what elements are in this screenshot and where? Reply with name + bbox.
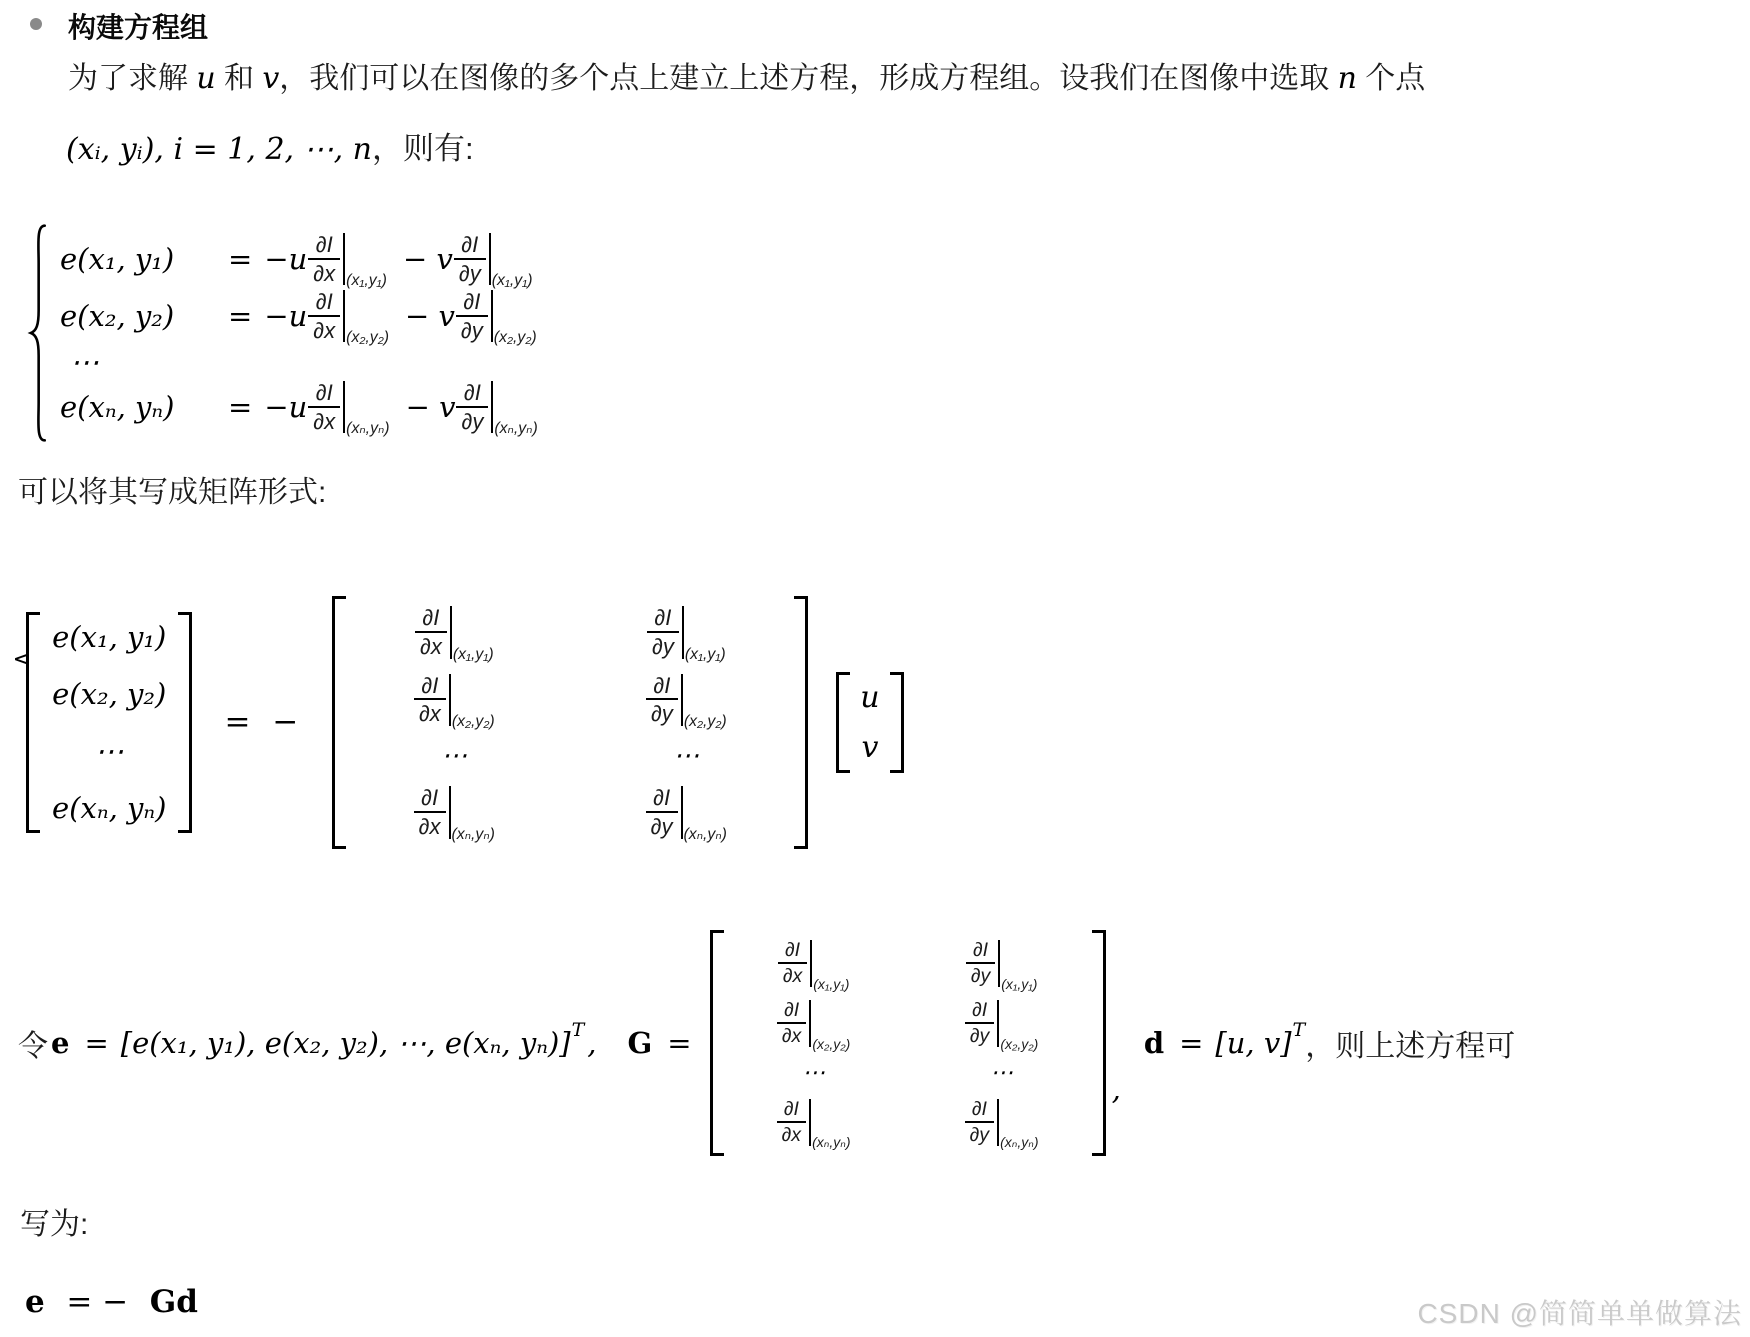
matrix-cell — [360, 672, 548, 730]
fraction-denominator: ∂x — [777, 1022, 806, 1047]
Gd-symbol: Gd — [149, 1284, 198, 1320]
matrix-cell — [738, 938, 890, 992]
e-vector-definition: [e(x₁, y₁), e(x₂, y₂), ⋯, e(xₙ, yₙ)] — [120, 1026, 571, 1060]
partial-derivative-term — [415, 605, 494, 663]
cursor-artifact: < — [13, 648, 29, 670]
partial-derivative-term — [777, 998, 851, 1053]
partial-derivative-term — [965, 998, 1039, 1053]
partial-derivative-term — [778, 938, 850, 992]
matrix-row-dots — [738, 1060, 1078, 1086]
e-symbol: e — [51, 1026, 70, 1060]
section-heading: 构建方程组 — [68, 12, 209, 43]
text-run: 个点 — [1356, 62, 1426, 95]
fraction-numerator: ∂I — [973, 938, 989, 961]
equation-lhs: e(xₙ, yₙ) — [60, 390, 175, 424]
evaluation-point: (x₁,y₁) — [813, 975, 850, 992]
bullet-icon — [30, 18, 42, 30]
equation-lhs: e(x₁, y₁) — [60, 242, 175, 276]
evaluation-point: (x₁,y₁) — [1001, 975, 1038, 992]
evaluated-at-bar — [343, 233, 345, 286]
fraction-numerator: ∂I — [421, 672, 439, 698]
fraction-numerator: ∂I — [315, 231, 333, 257]
evaluation-point: (xₙ,yₙ) — [494, 420, 538, 438]
fraction — [308, 290, 340, 343]
evaluation-point: (xₙ,yₙ) — [451, 825, 495, 843]
comma: , — [587, 1026, 597, 1060]
evaluation-point: (x₁,y₁) — [346, 272, 387, 290]
matrix-cell — [926, 998, 1078, 1053]
evaluated-at-bar — [997, 1099, 999, 1146]
fraction-denominator: ∂y — [646, 811, 678, 839]
matrix-equation — [26, 596, 904, 849]
matrix-row — [360, 672, 780, 730]
text-run: 为了求解 — [68, 62, 197, 95]
partial-derivative-term — [966, 938, 1038, 992]
partial-derivative-term — [646, 672, 727, 730]
fraction-numerator: ∂I — [422, 605, 440, 630]
d-vector-definition: [u, v] — [1215, 1026, 1292, 1060]
uv-vector — [836, 672, 903, 773]
equals-sign: = — [228, 242, 253, 276]
system-row — [60, 231, 538, 288]
partial-derivative-term — [308, 231, 387, 290]
gradient-matrix-2 — [710, 930, 1106, 1156]
matrix-cell — [360, 785, 548, 843]
evaluated-at-bar — [449, 786, 451, 839]
then-text: ，则上述方程可 — [1305, 1030, 1516, 1063]
equals-minus-sign: = − — [66, 1284, 129, 1320]
evaluation-point: (xₙ,yₙ) — [346, 420, 390, 438]
right-bracket — [1092, 930, 1106, 1156]
vector-entry: ⋯ — [94, 733, 124, 768]
math-run: u — [196, 61, 216, 96]
matrix-row — [360, 605, 780, 663]
left-bracket — [836, 672, 850, 773]
evaluated-at-bar — [343, 290, 345, 343]
fraction — [778, 940, 807, 987]
final-equation — [22, 1284, 201, 1320]
evaluated-at-bar — [449, 674, 451, 727]
fraction-denominator: ∂y — [966, 962, 995, 987]
neg-v-coefficient: − v — [405, 299, 455, 333]
partial-derivative-term — [414, 672, 495, 730]
evaluation-point: (x₂,y₂) — [451, 713, 495, 730]
G-symbol: G — [627, 1026, 653, 1060]
fraction — [777, 1099, 806, 1146]
evaluated-at-bar — [450, 606, 452, 659]
partial-derivative-term — [308, 288, 390, 347]
math-run: (xᵢ, yᵢ), i = 1, 2, ⋯, n — [66, 132, 373, 167]
evaluated-at-bar — [343, 381, 345, 434]
fraction-denominator: ∂y — [456, 315, 488, 343]
fraction-denominator: ∂y — [454, 258, 486, 286]
gradient-matrix-1 — [332, 596, 808, 849]
fraction-numerator: ∂I — [463, 288, 481, 314]
matrix-cell — [926, 938, 1078, 992]
evaluation-point: (xₙ,yₙ) — [683, 825, 727, 843]
neg-u-coefficient: −u — [264, 390, 308, 424]
evaluation-point: (x₂,y₂) — [1000, 1036, 1039, 1053]
evaluated-at-bar — [491, 290, 493, 343]
fraction — [414, 786, 446, 839]
evaluation-point: (x₁,y₁) — [491, 272, 533, 290]
fraction — [454, 233, 486, 286]
matrix-row-dots — [360, 741, 780, 771]
fraction-denominator: ∂x — [777, 1121, 806, 1146]
evaluated-at-bar — [489, 233, 491, 286]
comma: , — [1111, 1072, 1121, 1106]
matrix-row — [738, 998, 1078, 1053]
fraction-numerator: ∂I — [315, 288, 333, 314]
fraction-denominator: ∂x — [308, 315, 340, 343]
matrix-row — [738, 1098, 1078, 1151]
fraction — [777, 1000, 806, 1047]
matrix-cell — [592, 605, 780, 663]
fraction-numerator: ∂I — [972, 998, 988, 1021]
left-bracket — [710, 930, 724, 1156]
fraction-denominator: ∂x — [308, 258, 340, 286]
evaluated-at-bar — [681, 674, 683, 727]
definitions-line — [18, 910, 1515, 1176]
fraction — [966, 940, 995, 987]
evaluated-at-bar — [682, 606, 684, 659]
equals-minus-sign: = − — [224, 704, 305, 741]
d-symbol: d — [1143, 1026, 1165, 1060]
evaluation-point: (x₁,y₁) — [452, 645, 494, 663]
neg-v-coefficient: − v — [402, 242, 453, 276]
evaluation-point: (x₂,y₂) — [683, 713, 727, 730]
fraction-denominator: ∂y — [965, 1121, 994, 1146]
csdn-watermark: CSDN @简简单单做算法 — [1417, 1298, 1742, 1329]
text-run: ，则有: — [372, 131, 474, 166]
equation-lhs: e(x₂, y₂) — [60, 299, 175, 333]
fraction-denominator: ∂y — [456, 406, 488, 434]
fraction-denominator: ∂y — [647, 631, 679, 659]
right-bracket — [890, 672, 904, 773]
math-run: v — [262, 61, 280, 96]
fraction — [965, 1000, 994, 1047]
partial-derivative-term — [308, 379, 390, 438]
written-as-label: 写为: — [20, 1208, 89, 1241]
partial-derivative-term — [456, 379, 538, 438]
system-row-dots — [60, 345, 538, 379]
dots-ellipsis: ⋯ — [673, 741, 700, 771]
fraction-numerator: ∂I — [785, 938, 801, 961]
vector-entry: v — [861, 729, 879, 765]
equals-sign: = — [84, 1026, 109, 1060]
left-bracket — [26, 612, 40, 833]
evaluated-at-bar — [998, 940, 1000, 987]
partial-derivative-term — [965, 1098, 1039, 1151]
uv-vector-rows — [850, 672, 889, 773]
let-label: 令 — [18, 1030, 48, 1063]
fraction — [965, 1099, 994, 1146]
transpose-superscript: T — [571, 1019, 585, 1041]
evaluated-at-bar — [681, 786, 683, 839]
fraction-numerator: ∂I — [461, 231, 479, 257]
fraction — [415, 606, 447, 659]
fraction-numerator: ∂I — [971, 1098, 987, 1121]
matrix-row — [360, 785, 780, 843]
partial-derivative-term — [646, 785, 727, 843]
list-item-heading — [30, 6, 208, 46]
fraction-denominator: ∂y — [965, 1022, 994, 1047]
matrix-cell — [738, 1098, 890, 1151]
e-symbol: e — [25, 1284, 45, 1320]
fraction — [646, 674, 678, 727]
partial-derivative-term — [414, 785, 495, 843]
evaluation-point: (x₂,y₂) — [493, 329, 537, 347]
evaluation-point: (x₂,y₂) — [346, 329, 390, 347]
fraction-denominator: ∂x — [414, 811, 446, 839]
fraction — [646, 786, 678, 839]
matrix-cell — [592, 672, 780, 730]
math-run: n — [1337, 61, 1357, 96]
intro-line-2 — [66, 130, 474, 169]
text-run: 和 — [215, 62, 263, 95]
evaluated-at-bar — [809, 1000, 811, 1047]
fraction-numerator: ∂I — [653, 785, 671, 810]
gradient-matrix-1-rows — [346, 596, 794, 849]
right-bracket — [178, 612, 192, 833]
fraction — [414, 674, 446, 727]
fraction-numerator: ∂I — [653, 672, 671, 698]
vector-entry: e(x₁, y₁) — [52, 619, 167, 654]
fraction-numerator: ∂I — [654, 605, 672, 630]
vector-entry: u — [860, 679, 880, 715]
partial-derivative-term — [454, 231, 533, 290]
matrix-row — [738, 938, 1078, 992]
evaluation-point: (xₙ,yₙ) — [1000, 1134, 1039, 1151]
partial-derivative-term — [456, 288, 537, 347]
matrix-cell — [738, 998, 890, 1053]
text-run: ，我们可以在图像的多个点上建立上述方程，形成方程组。设我们在图像中选取 — [279, 62, 1338, 95]
intro-line-1 — [68, 60, 1425, 98]
evaluated-at-bar — [810, 940, 812, 987]
dots-ellipsis: ⋯ — [990, 1060, 1014, 1087]
fraction-numerator: ∂I — [784, 998, 800, 1021]
matrix-form-label: 可以将其写成矩阵形式: — [18, 476, 327, 509]
right-bracket — [794, 596, 808, 849]
system-rows — [60, 231, 538, 436]
equals-sign: = — [667, 1026, 692, 1060]
fraction — [308, 233, 340, 286]
fraction-denominator: ∂y — [646, 698, 678, 726]
matrix-cell — [926, 1098, 1078, 1151]
neg-v-coefficient: − v — [405, 390, 456, 424]
fraction — [456, 381, 488, 434]
dots-ellipsis: ⋯ — [441, 741, 468, 771]
matrix-cell — [360, 605, 548, 663]
equals-sign: = — [228, 299, 253, 333]
equals-sign: = — [228, 390, 253, 424]
fraction-numerator: ∂I — [421, 785, 439, 810]
vector-entry: e(x₂, y₂) — [52, 676, 167, 711]
left-bracket — [332, 596, 346, 849]
fraction — [456, 290, 488, 343]
matrix-cell — [592, 785, 780, 843]
evaluation-point: (xₙ,yₙ) — [812, 1134, 851, 1151]
error-vector — [26, 612, 192, 833]
fraction-numerator: ∂I — [463, 379, 481, 405]
dots-ellipsis: ⋯ — [70, 344, 99, 379]
transpose-superscript: T — [1292, 1019, 1306, 1041]
partial-derivative-term — [777, 1098, 851, 1151]
neg-u-coefficient: −u — [264, 299, 308, 333]
equals-sign: = — [1179, 1026, 1204, 1060]
evaluation-point: (x₂,y₂) — [812, 1036, 851, 1053]
gradient-matrix-2-rows — [724, 930, 1092, 1156]
fraction-numerator: ∂I — [315, 379, 333, 405]
neg-u-coefficient: −u — [264, 242, 308, 276]
fraction-denominator: ∂x — [415, 631, 447, 659]
fraction — [308, 381, 340, 434]
evaluation-point: (x₁,y₁) — [684, 645, 726, 663]
evaluated-at-bar — [997, 1000, 999, 1047]
fraction — [647, 606, 679, 659]
vector-entry: e(xₙ, yₙ) — [52, 790, 167, 825]
evaluated-at-bar — [809, 1099, 811, 1146]
error-vector-rows — [40, 612, 178, 833]
system-row — [60, 379, 538, 436]
fraction-denominator: ∂x — [308, 406, 340, 434]
fraction-denominator: ∂x — [778, 962, 807, 987]
left-curly-brace-icon — [26, 220, 48, 446]
equation-system — [26, 220, 538, 446]
partial-derivative-term — [647, 605, 726, 663]
evaluated-at-bar — [491, 381, 493, 434]
fraction-denominator: ∂x — [414, 698, 446, 726]
dots-ellipsis: ⋯ — [802, 1060, 826, 1087]
fraction-numerator: ∂I — [783, 1098, 799, 1121]
system-row — [60, 288, 538, 345]
